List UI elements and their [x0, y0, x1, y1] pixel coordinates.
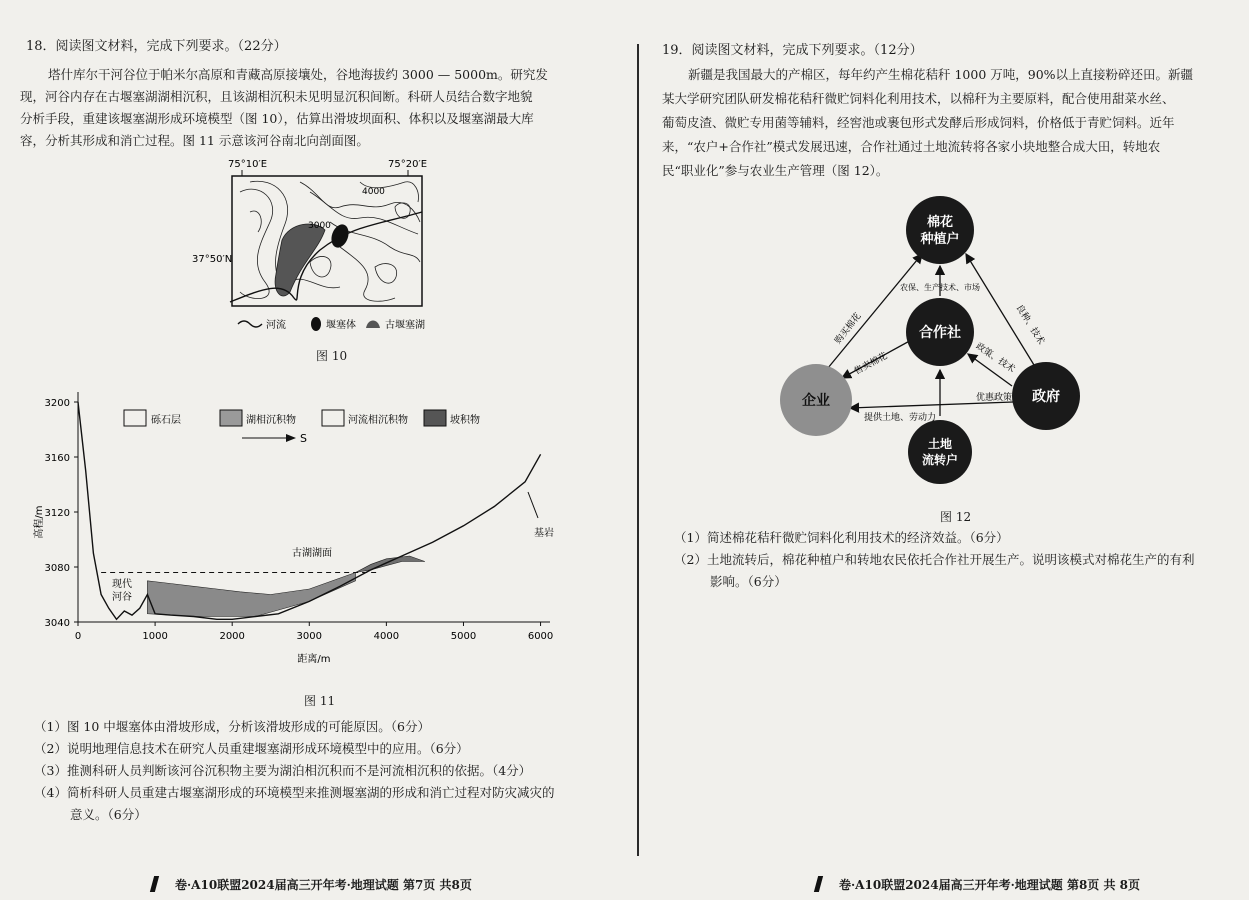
q19-text-line: 新疆是我国最大的产棉区，每年约产生棉花秸秆 1000 万吨，90%以上直接粉碎还田。新疆: [688, 67, 1194, 82]
footer-left: [152, 876, 472, 893]
river-sediment-legend-icon: [322, 410, 344, 426]
lake-legend-icon: [366, 321, 380, 329]
bedrock-arrow: [528, 492, 538, 518]
x-tick-label: 1000: [142, 631, 168, 642]
figure-12-caption: 图 12: [940, 510, 972, 524]
node-government-label: 政府: [1032, 389, 1060, 405]
dam-body-shape: [328, 222, 351, 250]
edge-gov-cotton-label: 良种、技术: [1013, 303, 1046, 347]
contour-lines: [240, 181, 420, 301]
q19-heading: 19．阅读图文材料，完成下列要求。（12分）: [662, 43, 923, 58]
node-land-transfer-label-1: 土地: [927, 437, 953, 451]
contour-3000-label: 3000: [308, 221, 331, 231]
x-axis-label: 距离/m: [297, 654, 331, 665]
q19-text-line: 葡萄皮渣、微贮专用菌等辅料，经窖池或裹包形式发酵后形成饲料，价格低于青贮饲料。近年: [662, 115, 1175, 130]
page-divider: [637, 44, 639, 856]
brand-logo-icon: [150, 876, 173, 892]
q18-sub-4: （4）简析科研人员重建古堰塞湖形成的环境模型来推测堰塞湖的形成和消亡过程对防灾减灾的: [34, 785, 555, 800]
legend-gravel-label: 砾石层: [151, 415, 181, 426]
x-tick-label: 4000: [373, 631, 400, 642]
node-land-transfer: [908, 420, 972, 484]
legend-river-label: 河流: [266, 320, 286, 331]
river-legend-icon: [238, 321, 262, 327]
figure-11-profile-chart: [20, 380, 620, 710]
edge-gov-coop-label: 政策、技术: [973, 341, 1017, 376]
q19-sub-2-cont: 影响。（6分）: [710, 574, 787, 589]
y-tick-label: 3040: [44, 618, 70, 629]
q18-heading: 18．阅读图文材料，完成下列要求。（22分）: [26, 39, 287, 54]
dam-legend-icon: [311, 317, 321, 331]
figure-10-map: [190, 152, 470, 347]
x-tick-label: 3000: [296, 631, 323, 642]
legend-slope-deposit-label: 坡积物: [450, 415, 480, 426]
ancient-lake-shape: [275, 224, 325, 296]
q18-text-line: 容，分析其形成和消亡过程。图 11 示意该河谷南北向剖面图。: [20, 133, 369, 148]
legend-lake-label: 古堰塞湖: [385, 320, 425, 331]
footer-left-text: 卷·A10联盟2024届高三开年考·地理试题 第7页 共8页: [175, 878, 472, 892]
bedrock-annotation: 基岩: [534, 528, 554, 539]
node-cotton-grower-label-1: 棉花: [926, 215, 954, 230]
x-tick-label: 6000: [527, 631, 554, 642]
exam-page-8: [640, 0, 1249, 900]
node-enterprise-label: 企业: [802, 393, 830, 409]
south-arrow-head: [286, 434, 296, 442]
edge-coop-cotton-label: 农保、生产技术、市场: [900, 283, 980, 292]
node-land-transfer-label-2: 流转户: [921, 453, 959, 467]
figure-10-caption: 图 10: [316, 349, 348, 363]
y-axis-label: 高程/m: [34, 505, 45, 539]
ancient-lake-annotation: 古湖湖面: [292, 548, 332, 559]
edge-sell-cotton-label: 售卖棉花: [852, 351, 890, 378]
y-tick-label: 3200: [44, 398, 70, 409]
gravel-legend-icon: [124, 410, 146, 426]
q19-sub-2: （2）土地流转后，棉花种植户和转地农民依托合作社开展生产。说明该模式对棉花生产的有利: [674, 552, 1195, 567]
x-tick-label: 2000: [219, 631, 245, 642]
q18-sub-3: （3）推测科研人员判断该河谷沉积物主要为湖泊相沉积而不是河流相沉积的依据。（4分）: [34, 763, 532, 778]
footer-right-text: 卷·A10联盟2024届高三开年考·地理试题 第8页 共 8页: [839, 878, 1140, 892]
map-frame: [232, 176, 422, 306]
q18-text-line: 现，河谷内存在古堰塞湖湖相沉积，且该湖相沉积未见明显沉积间断。科研人员结合数字地貌: [20, 89, 533, 104]
lat-label: 37°50′N: [192, 254, 233, 265]
lon-right-label: 75°20′E: [388, 159, 428, 170]
lon-left-label: 75°10′E: [228, 159, 268, 170]
edge-land-label: 提供土地、劳动力: [863, 413, 937, 423]
edge-buy-cotton-label: 购买棉花: [833, 311, 864, 347]
legend-river-sediment-label: 河流相沉积物: [348, 415, 408, 426]
node-cooperative-label: 合作社: [919, 325, 961, 341]
modern-valley-annotation-1: 现代: [112, 579, 132, 590]
legend-lake-sediment-label: 湖相沉积物: [246, 415, 296, 426]
q18-sub-1: （1）图 10 中堰塞体由滑坡形成，分析该滑坡形成的可能原因。（6分）: [34, 719, 431, 734]
q19-text-line: 来，“农户+合作社”模式发展迅速，合作社通过土地流转将各家小块地整合成大田，转地农: [662, 139, 1161, 154]
slope-deposit-area: [356, 556, 425, 573]
lake-sediment-legend-icon: [220, 410, 242, 426]
q18-sub-4-cont: 意义。（6分）: [70, 807, 147, 822]
edge-gov-enterprise-label: 优惠政策: [976, 393, 1013, 403]
x-tick-label: 5000: [450, 631, 477, 642]
node-cotton-grower: [906, 196, 974, 264]
y-tick-label: 3160: [44, 453, 70, 464]
modern-valley-annotation-2: 河谷: [112, 592, 132, 603]
south-label: S: [300, 432, 307, 445]
q18-text-line: 分析手段，重建该堰塞湖形成环境模型（图 10），估算出滑坡坝面积、体积以及堰塞湖最大库: [20, 111, 534, 126]
q18-sub-2: （2）说明地理信息技术在研究人员重建堰塞湖形成环境模型中的应用。（6分）: [34, 741, 469, 756]
slope-deposit-legend-icon: [424, 410, 446, 426]
figure-11-caption: 图 11: [304, 694, 336, 708]
q19-sub-1: （1）简述棉花秸秆微贮饲料化利用技术的经济效益。（6分）: [674, 530, 1009, 545]
q18-text-line: 塔什库尔干河谷位于帕米尔高原和青藏高原接壤处，谷地海拔约 3000 — 5000m。研究发: [48, 67, 548, 82]
legend-dam-label: 堰塞体: [326, 320, 356, 331]
y-tick-label: 3080: [44, 563, 70, 574]
node-cotton-grower-label-2: 种植户: [920, 232, 960, 247]
y-tick-label: 3120: [44, 508, 70, 519]
q19-text-line: 某大学研究团队研发棉花秸秆微贮饲料化利用技术，以棉秆为主要原料，配合使用甜菜水丝、: [662, 91, 1175, 106]
footer-right: [816, 876, 1140, 893]
brand-logo-icon: [814, 876, 837, 892]
contour-4000-label: 4000: [362, 187, 385, 197]
figure-12-diagram: [780, 190, 1120, 490]
q19-text-line: 民“职业化”参与农业生产管理（图 12）。: [662, 163, 889, 178]
x-tick-label: 0: [74, 631, 82, 642]
